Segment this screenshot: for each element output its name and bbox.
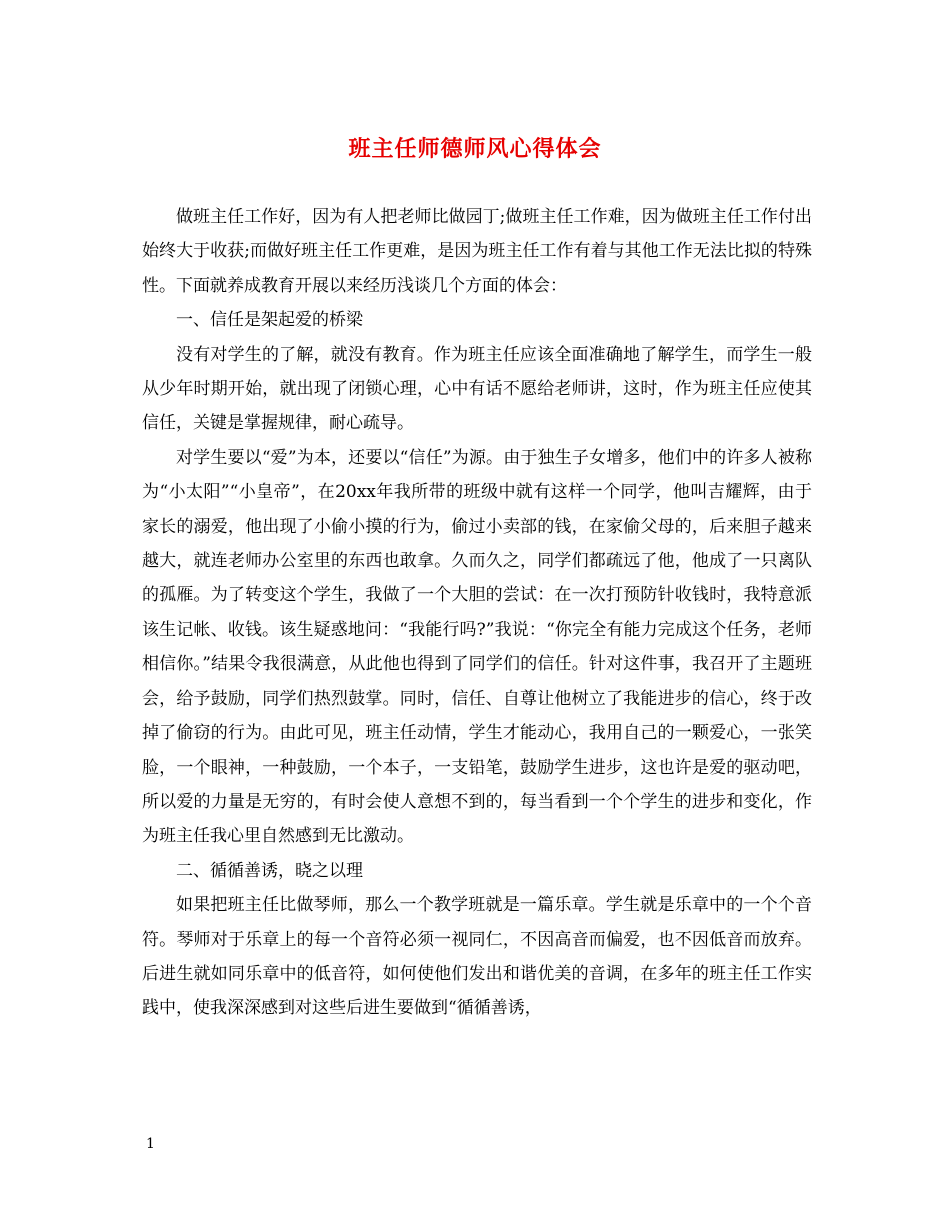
paragraph: 对学生要以“爱”为本，还要以“信任”为源。由于独生子女增多，他们中的许多人被称为“小太阳”“小皇帝”，在20xx年我所带的班级中就有这样一个同学，他叫吉耀辉，由于家长的溺爱，他出现了小偷小摸的行为，偷过小卖部的钱，在家偷父母的，后来胆子越来越大，就连老师办公室里的东西也敢拿。久而久之，同学们都疏远了他，他成了一只离队的孤雁。为了转变这个学生，我做了一个大胆的尝试：在一次打预防针收钱时，我特意派该生记帐、收钱。该生疑惑地问：“我能行吗?”我说：“你完全有能力完成这个任务，老师相信你。”结果令我很满意，从此他也得到了同学们的信任。针对这件事，我召开了主题班会，给予鼓励，同学们热烈鼓掌。同时，信任、自尊让他树立了我能进步的信心，终于改掉了偷窃的行为。由此可见，班主任动情，学生才能动心，我用自己的一颗爱心，一张笑脸，一个眼神，一种鼓励，一个本子，一支铅笔，鼓励学生进步，这也许是爱的驱动吧，所以爱的力量是无穷的，有时会使人意想不到的，每当看到一个个学生的进步和变化，作为班主任我心里自然感到无比激动。 bbox=[142, 447, 812, 847]
page-title: 班主任师德师风心得体会 bbox=[348, 136, 602, 162]
document-body bbox=[142, 200, 812, 1026]
page-number: 1 bbox=[146, 1136, 155, 1152]
section-heading-1: 一、信任是架起爱的桥梁 bbox=[176, 310, 363, 331]
paragraph: 如果把班主任比做琴师，那么一个教学班就是一篇乐章。学生就是乐章中的一个个音符。琴师对于乐章上的每一个音符必须一视同仁，不因高音而偏爱，也不因低音而放弃。后进生就如同乐章中的低音符，如何使他们发出和谐优美的音调，在多年的班主任工作实践中，使我深深感到对这些后进生要做到“循循善诱， bbox=[142, 895, 812, 1019]
paragraph-intro: 做班主任工作好，因为有人把老师比做园丁;做班主任工作难，因为做班主任工作付出始终大于收获;而做好班主任工作更难，是因为班主任工作有着与其他工作无法比拟的特殊性。下面就养成教育开展以来经历浅谈几个方面的体会： bbox=[142, 207, 812, 296]
paragraph: 没有对学生的了解，就没有教育。作为班主任应该全面准确地了解学生，而学生一般从少年时期开始，就出现了闭锁心理，心中有话不愿给老师讲，这时，作为班主任应使其信任，关键是掌握规律，耐心疏导。 bbox=[142, 344, 812, 434]
section-heading-2: 二、循循善诱，晓之以理 bbox=[176, 860, 363, 881]
